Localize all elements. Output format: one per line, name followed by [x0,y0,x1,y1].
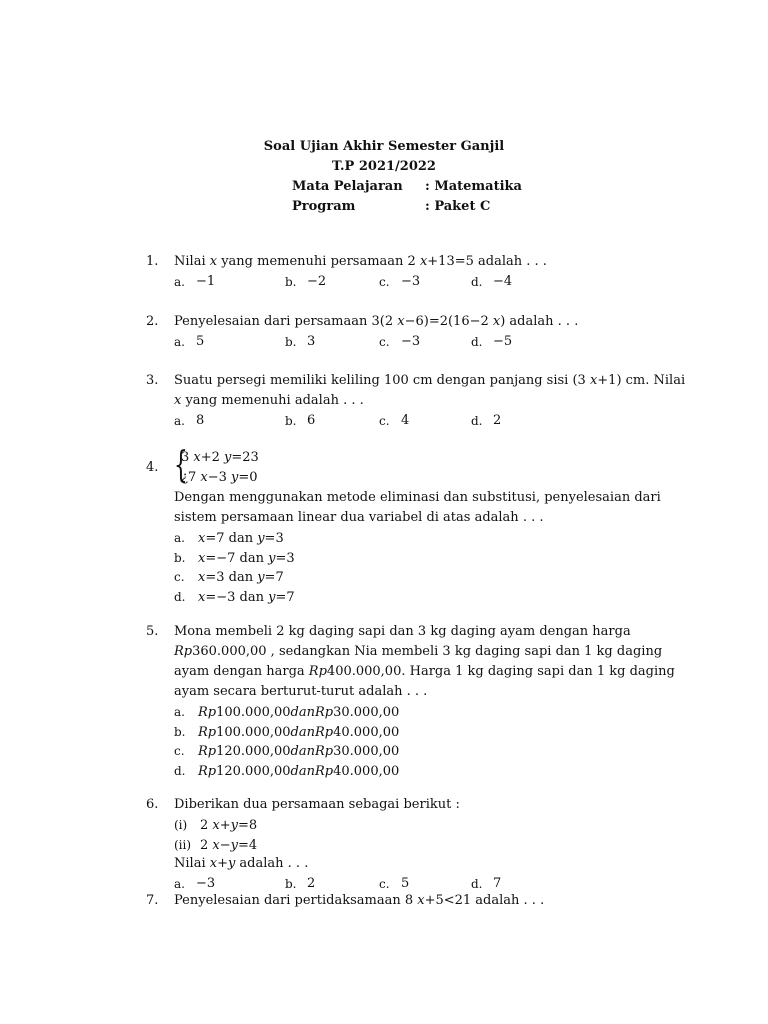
option-c: c. −3 [379,274,421,289]
option-b: b. 3 [285,334,316,349]
exam-header [0,137,768,217]
option-c: c. 4 [379,413,410,428]
option-b: b. 𝑅𝑝100.000,00𝑑𝑎𝑛𝑅𝑝40.000,00 [174,724,400,740]
question-number: 3. [146,373,159,388]
options-row [174,272,674,292]
question-text-line-1: Suatu persegi memiliki keliling 100 cm dengan panjang sisi (3 𝑥+1) cm. Nilai [174,373,686,388]
subject-row [0,177,768,197]
option-d: d. 2 [471,413,502,428]
question-text-line-2: 𝑅𝑝360.000,00 , sedangkan Nia membeli 3 kg daging sapi dan 1 kg daging [174,644,663,659]
option-a: a. 𝑥=7 dan 𝑦=3 [174,531,284,546]
option-a: a. 𝑅𝑝100.000,00𝑑𝑎𝑛𝑅𝑝30.000,00 [174,705,400,720]
option-d: d. 7 [471,876,502,891]
question-number: 6. [146,797,159,812]
option-a: a. −3 [174,876,216,891]
program-row [0,197,768,217]
equation-item-2: (ii) 2 𝑥−𝑦=4 [174,837,258,853]
question-number: 5. [146,624,159,639]
option-b: b. 6 [285,413,316,428]
question-text: Penyelesaian dari pertidaksamaan 8 𝑥+5<21 adalah . . . [174,893,545,908]
question-text-line-3: ayam dengan harga 𝑅𝑝400.000,00. Harga 1 kg daging sapi dan 1 kg daging [174,664,675,679]
question-number: 2. [146,314,159,329]
question-text-line-2: 𝑥 yang memenuhi adalah . . . [174,393,364,408]
equation-item-1: (i) 2 𝑥+𝑦=8 [174,818,258,833]
options-row [174,411,674,431]
option-a: a. −1 [174,274,216,289]
program-label: Program [292,199,356,214]
question-number: 1. [146,254,159,269]
option-d: d. 𝑅𝑝120.000,00𝑑𝑎𝑛𝑅𝑝40.000,00 [174,763,400,779]
options-row [174,332,674,352]
question-text-line-4: ayam secara berturut-turut adalah . . . [174,684,428,699]
option-c: c. 𝑥=3 dan 𝑦=7 [174,570,284,585]
option-d: d. 𝑥=−3 dan 𝑦=7 [174,589,295,605]
question-number: 7. [146,893,159,908]
option-b: b. −2 [285,274,327,289]
option-d: d. −5 [471,334,513,349]
question-prompt: Nilai 𝑥+𝑦 adalah . . . [174,856,309,871]
question-text-line-2: sistem persamaan linear dua variabel di atas adalah . . . [174,510,544,525]
system-equation-2: ¿7 𝑥−3 𝑦=0 [181,470,258,485]
option-c: c. −3 [379,334,421,349]
option-c: c. 𝑅𝑝120.000,00𝑑𝑎𝑛𝑅𝑝30.000,00 [174,744,400,759]
school-year: T.P 2021/2022 [332,159,436,174]
option-a: a. 5 [174,334,205,349]
question-text-line-1: Dengan menggunakan metode eliminasi dan substitusi, penyelesaian dari [174,490,661,505]
option-b: b. 𝑥=−7 dan 𝑦=3 [174,550,295,566]
question-number: 4. [146,460,159,475]
exam-title: Soal Ujian Akhir Semester Ganjil [263,139,505,154]
subject-value: : Matematika [425,179,522,194]
option-d: d. −4 [471,274,513,289]
question-text: Nilai 𝑥 yang memenuhi persamaan 2 𝑥+13=5 adalah . . . [174,254,547,269]
option-b: b. 2 [285,876,316,891]
option-c: c. 5 [379,876,410,891]
question-text: Penyelesaian dari persamaan 3(2 𝑥−6)=2(16−2 𝑥) adalah . . . [174,314,579,329]
system-brace: { [174,445,188,486]
option-a: a. 8 [174,413,205,428]
subject-label: Mata Pelajaran [292,179,403,194]
system-equation-1: 3 𝑥+2 𝑦=23 [181,450,259,465]
program-value: : Paket C [425,199,491,214]
question-text: Diberikan dua persamaan sebagai berikut : [174,797,460,812]
question-text-line-1: Mona membeli 2 kg daging sapi dan 3 kg daging ayam dengan harga [174,624,631,639]
